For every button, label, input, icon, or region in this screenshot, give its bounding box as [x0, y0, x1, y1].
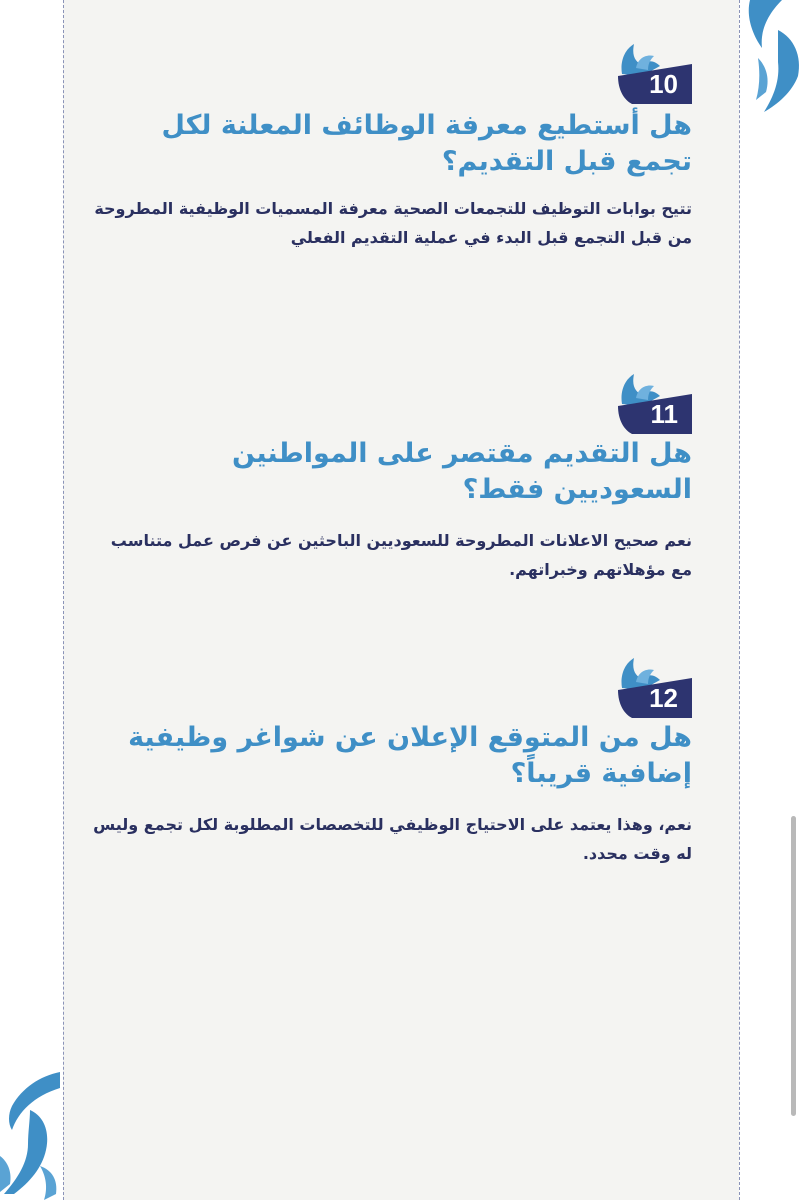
dashed-border-left: [63, 0, 64, 1200]
brand-logo-bottom-icon: [0, 1070, 64, 1200]
faq-item-11: [92, 370, 692, 584]
number-badge: [592, 654, 692, 718]
faq-item-12: [92, 654, 692, 868]
number-badge: [592, 40, 692, 104]
question-text: هل التقديم مقتصر على المواطنين السعوديين فقط؟: [232, 438, 692, 505]
question-text: هل من المتوقع الإعلان عن شواغر وظيفية إضافية قريباً؟: [128, 722, 692, 789]
faq-item-10: [92, 40, 692, 252]
scrollbar[interactable]: [791, 816, 796, 1116]
number-badge: [592, 370, 692, 434]
answer-text: تتيح بوابات التوظيف للتجمعات الصحية معرفة المسميات الوظيفية المطروحة من قبل التجمع قبل البدء في عملية التقديم الفعلي: [94, 199, 692, 247]
brand-logo-top-icon: [738, 0, 802, 120]
question-number: 11: [650, 399, 678, 429]
answer-text: نعم صحيح الاعلانات المطروحة للسعوديين الباحثين عن فرص عمل متناسب مع مؤهلاتهم وخبراتهم.: [110, 531, 692, 579]
answer-text: نعم، وهذا يعتمد على الاحتياج الوظيفي للتخصصات المطلوبة لكل تجمع وليس له وقت محدد.: [93, 815, 692, 863]
question-text: هل أستطيع معرفة الوظائف المعلنة لكل تجمع قبل التقديم؟: [161, 110, 692, 177]
question-number: 12: [649, 683, 678, 713]
question-number: 10: [649, 69, 678, 99]
dashed-border-right: [739, 0, 740, 1200]
